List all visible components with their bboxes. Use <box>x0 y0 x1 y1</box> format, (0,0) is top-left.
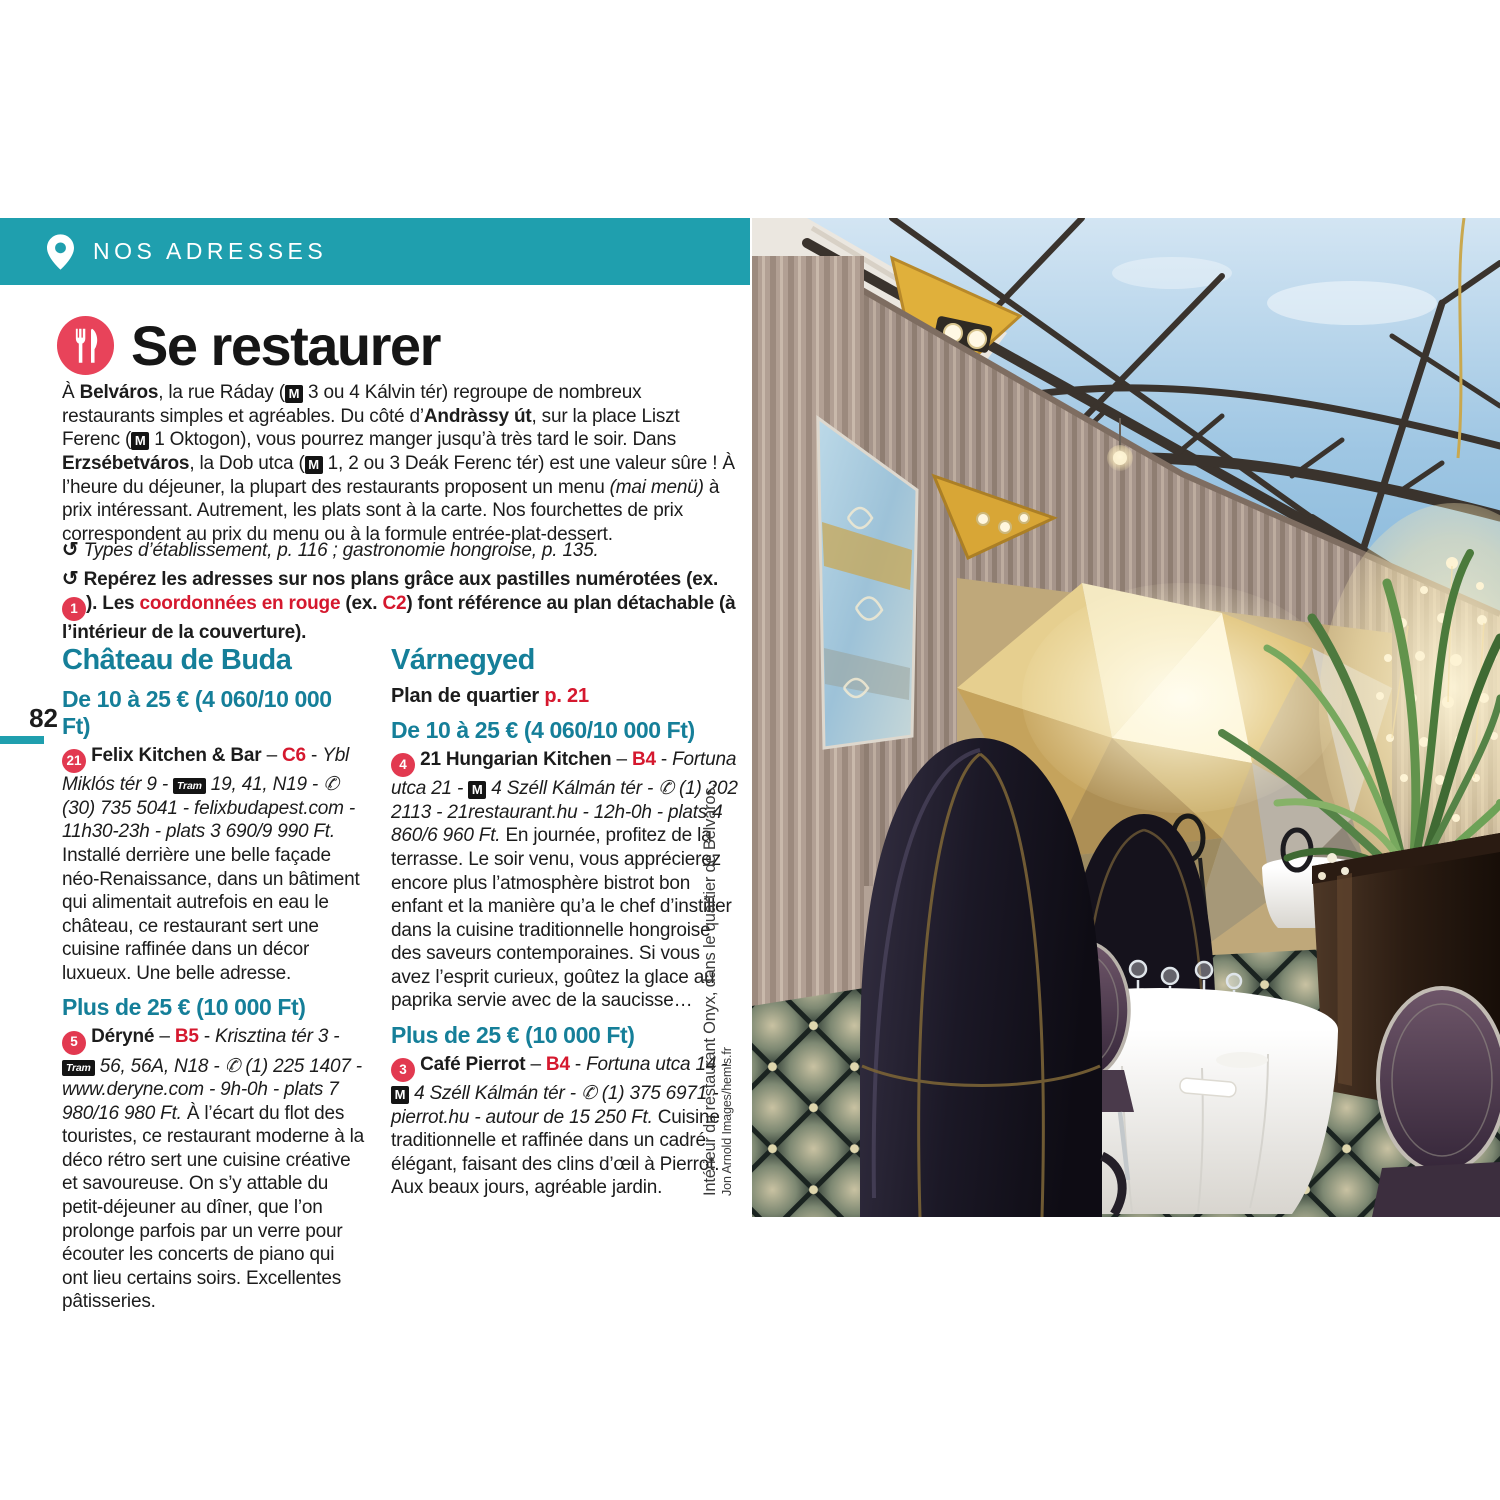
metro-icon: M <box>468 781 486 799</box>
map-pin-badge: 3 <box>391 1058 415 1082</box>
restaurant-listing: 4 21 Hungarian Kitchen – B4 - Fortuna utca 21 - M 4 Széll Kálmán tér - ✆ (1) 202 2113 - 21restaurant.hu - 12h-0h - plats 4 860/6 960 Ft. En journée, profitez de la terrasse. Le soir venu, vous apprécierez encore plus l’atmosphère bistrot bon enfant et la manière qu’a le chef d’instiller dans la cuisine traditionnelle hongroise des saveurs contemporaines. Si vous avez l’esprit curieux, goûtez la glace au paprika servie avec de la saucisse… <box>391 749 738 1012</box>
map-pin-badge: 21 <box>62 749 86 773</box>
section-header-bar <box>0 218 750 285</box>
district-plan-reference: Plan de quartier p. 21 <box>391 685 589 707</box>
phone-icon: ✆ <box>580 1083 597 1105</box>
map-pin-badge: 5 <box>62 1031 86 1055</box>
restaurant-photo <box>752 218 1500 1217</box>
page-number-rule <box>0 736 44 744</box>
velvet-chair-right <box>1372 988 1500 1217</box>
district-heading: Várnegyed <box>391 644 535 676</box>
restaurant-listing: 3 Café Pierrot – B4 - Fortuna utca 14 - M 4 Széll Kálmán tér - ✆ (1) 375 6971 - pierrot.hu - autour de 15 250 Ft. Cuisine traditionnelle et raffinée dans un cadré élégant, faisant des clins d’œil à Pierrot. Aux beaux jours, agréable jardin. <box>391 1053 728 1199</box>
phone-icon: ✆ <box>658 778 674 800</box>
tram-icon: Tram <box>62 1060 95 1076</box>
photo-credit: Jon Arnold Images/hemis.fr <box>720 1047 734 1196</box>
photo-caption-text: Intérieur du restaurant Onyx, dans le quartier de Belváros. <box>701 783 719 1196</box>
metro-icon: M <box>285 385 303 403</box>
section-header-label: NOS ADRESSES <box>93 238 328 264</box>
metro-icon: M <box>305 456 323 474</box>
map-pin-badge: 1 <box>62 597 86 621</box>
page-title: Se restaurer <box>131 314 440 377</box>
chapter-title-row <box>56 313 440 378</box>
price-range-heading: Plus de 25 € (10 000 Ft) <box>62 994 306 1021</box>
metro-icon: M <box>391 1086 409 1104</box>
tram-icon: Tram <box>173 778 206 794</box>
cross-reference-icon: ↻ <box>62 539 79 561</box>
map-tip-paragraph: ↻ Repérez les adresses sur nos plans grâce aux pastilles numérotées (ex. 1 ). Les coordonnées en rouge (ex. C2) font référence au plan détachable (à l’intérieur de la couverture). <box>62 568 736 643</box>
listings-columns <box>62 644 744 1318</box>
intro-paragraph: À Belváros, la rue Ráday ( M 3 ou 4 Kálvin tér) regroupe de nombreux restaurants simples et agréables. Du côté d’Andràssy út, sur la place Liszt Ferenc ( M 1 Oktogon), vous pourrez manger jusqu’à très tard le soir. Dans Erzsébetváros, la Dob utca ( M 1, 2 ou 3 Deák Ferenc tér) est une valeur sûre ! À l’heure du déjeuner, la plupart des restaurants proposent un menu (mai menü) à prix intéressant. Autrement, les plats sont à la carte. Nos fourchettes de prix correspondent au prix du menu ou à la formule entrée-plat-dessert. <box>62 382 735 545</box>
cross-reference-line: ↻ Types d’établissement, p. 116 ; gastronomie hongroise, p. 135. <box>62 539 599 561</box>
page-number: 82 <box>29 703 58 733</box>
district-heading: Château de Buda <box>62 644 292 676</box>
cross-reference-icon: ↻ <box>62 568 79 590</box>
restaurant-listing: 5 Déryné – B5 - Krisztina tér 3 - Tram 56, 56A, N18 - ✆ (1) 225 1407 - www.deryne.com - 9h-0h - plats 7 980/16 980 Ft. À l’écart du flot des touristes, ce restaurant moderne à la déco rétro sert une cuisine créative et savoureuse. On s’y attable du petit-déjeuner au dîner, que l’on prolonge parfois par un verre pour écouter les concerts de piano qui ont lieu certains soirs. Excellentes pâtisseries. <box>62 1026 365 1313</box>
map-pin-badge: 4 <box>391 753 415 777</box>
restaurant-icon <box>56 315 115 376</box>
price-range-heading: De 10 à 25 € (4 060/10 000 Ft) <box>391 717 695 743</box>
location-pin-icon <box>47 234 74 270</box>
photo-caption <box>701 220 749 1196</box>
restaurant-listing: 21 Felix Kitchen & Bar – C6 - Ybl Miklós tér 9 - Tram 19, 41, N19 - ✆ (30) 735 5041 - felixbudapest.com - 11h30-23h - plats 3 690/9 990 Ft. Installé derrière une belle façade néo-Renaissance, dans un bâtiment qui alimentait autrefois en eau le château, ce restaurant sert une cuisine raffinée dans un décor luxueux. Une belle adresse. <box>62 745 360 984</box>
phone-icon: ✆ <box>323 774 339 796</box>
onyx-interior-illustration <box>752 218 1500 1217</box>
phone-icon: ✆ <box>224 1055 241 1077</box>
metro-icon: M <box>131 432 149 450</box>
price-range-heading: De 10 à 25 € (4 060/10 000 Ft) <box>62 686 332 739</box>
column-varnegyed <box>391 644 744 1318</box>
column-chateau-de-buda <box>62 644 365 1318</box>
price-range-heading: Plus de 25 € (10 000 Ft) <box>391 1021 635 1048</box>
